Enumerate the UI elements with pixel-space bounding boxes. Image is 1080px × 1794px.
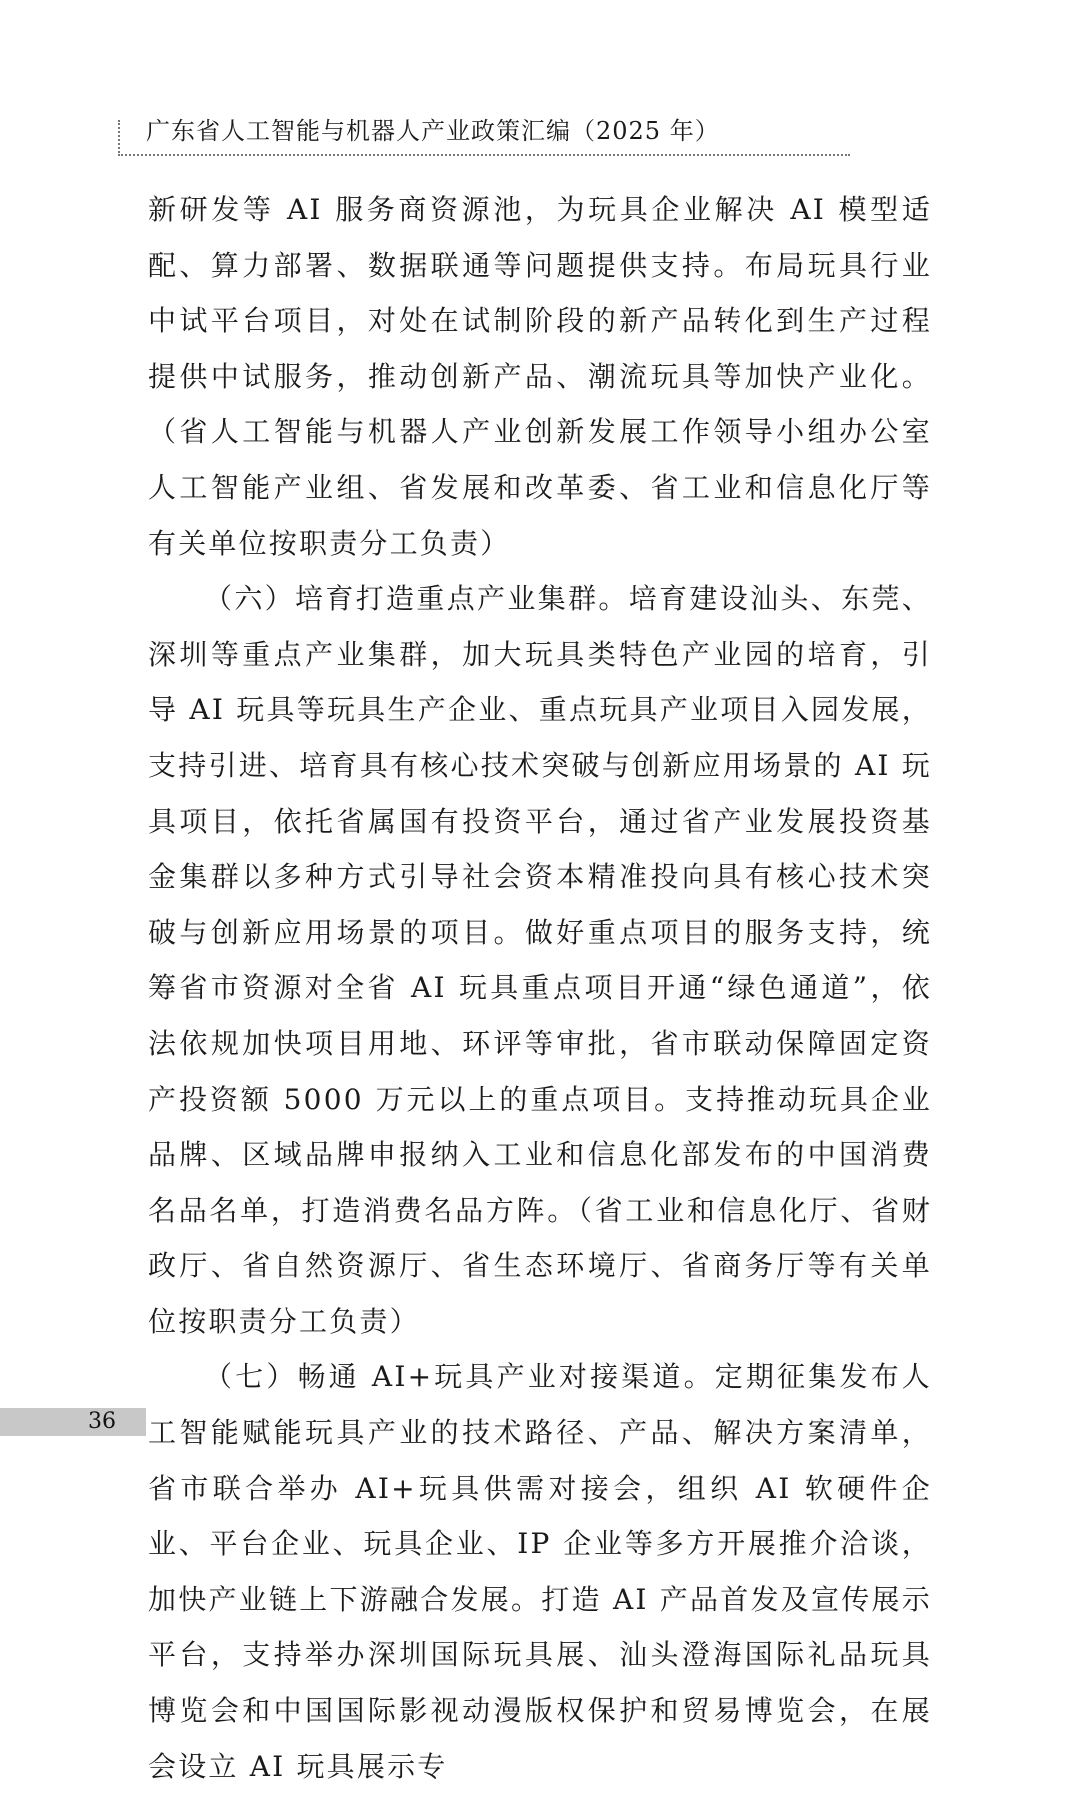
- page-number-bar: [0, 1408, 146, 1436]
- header-dotted-rule: [118, 154, 850, 156]
- body-text: [148, 182, 932, 1794]
- page-number: 36: [88, 1409, 116, 1434]
- header-vertical-rule: [118, 120, 120, 156]
- paragraph-section-6: （六）培育打造重点产业集群。培育建设汕头、东莞、深圳等重点产业集群，加大玩具类特色产业园的培育，引导 AI 玩具等玩具生产企业、重点玩具产业项目入园发展，支持引进、培育具有核心技术突破与创新应用场景的 AI 玩具项目，依托省属国有投资平台，通过省产业发展投资基金集群以多种方式引导社会资本精准投向具有核心技术突破与创新应用场景的项目。做好重点项目的服务支持，统筹省市资源对全省 AI 玩具重点项目开通“绿色通道”，依法依规加快项目用地、环评等审批，省市联动保障固定资产投资额 5000 万元以上的重点项目。支持推动玩具企业品牌、区域品牌申报纳入工业和信息化部发布的中国消费名品名单，打造消费名品方阵。（省工业和信息化厅、省财政厅、省自然资源厅、省生态环境厅、省商务厅等有关单位按职责分工负责）: [148, 582, 932, 1338]
- header-title: 广东省人工智能与机器人产业政策汇编（2025 年）: [146, 117, 720, 145]
- paragraph-section-7: （七）畅通 AI+玩具产业对接渠道。定期征集发布人工智能赋能玩具产业的技术路径、产品、解决方案清单，省市联合举办 AI+玩具供需对接会，组织 AI 软硬件企业、平台企业、玩具企业、IP 企业等多方开展推介洽谈，加快产业链上下游融合发展。打造 AI 产品首发及宣传展示平台，支持举办深圳国际玩具展、汕头澄海国际礼品玩具博览会和中国国际影视动漫版权保护和贸易博览会，在展会设立 AI 玩具展示专: [148, 1360, 932, 1783]
- running-header: [118, 104, 850, 156]
- paragraph-continued: 新研发等 AI 服务商资源池，为玩具企业解决 AI 模型适配、算力部署、数据联通等问题提供支持。布局玩具行业中试平台项目，对处在试制阶段的新产品转化到生产过程提供中试服务，推动创新产品、潮流玩具等加快产业化。（省人工智能与机器人产业创新发展工作领导小组办公室人工智能产业组、省发展和改革委、省工业和信息化厅等有关单位按职责分工负责）: [148, 193, 932, 560]
